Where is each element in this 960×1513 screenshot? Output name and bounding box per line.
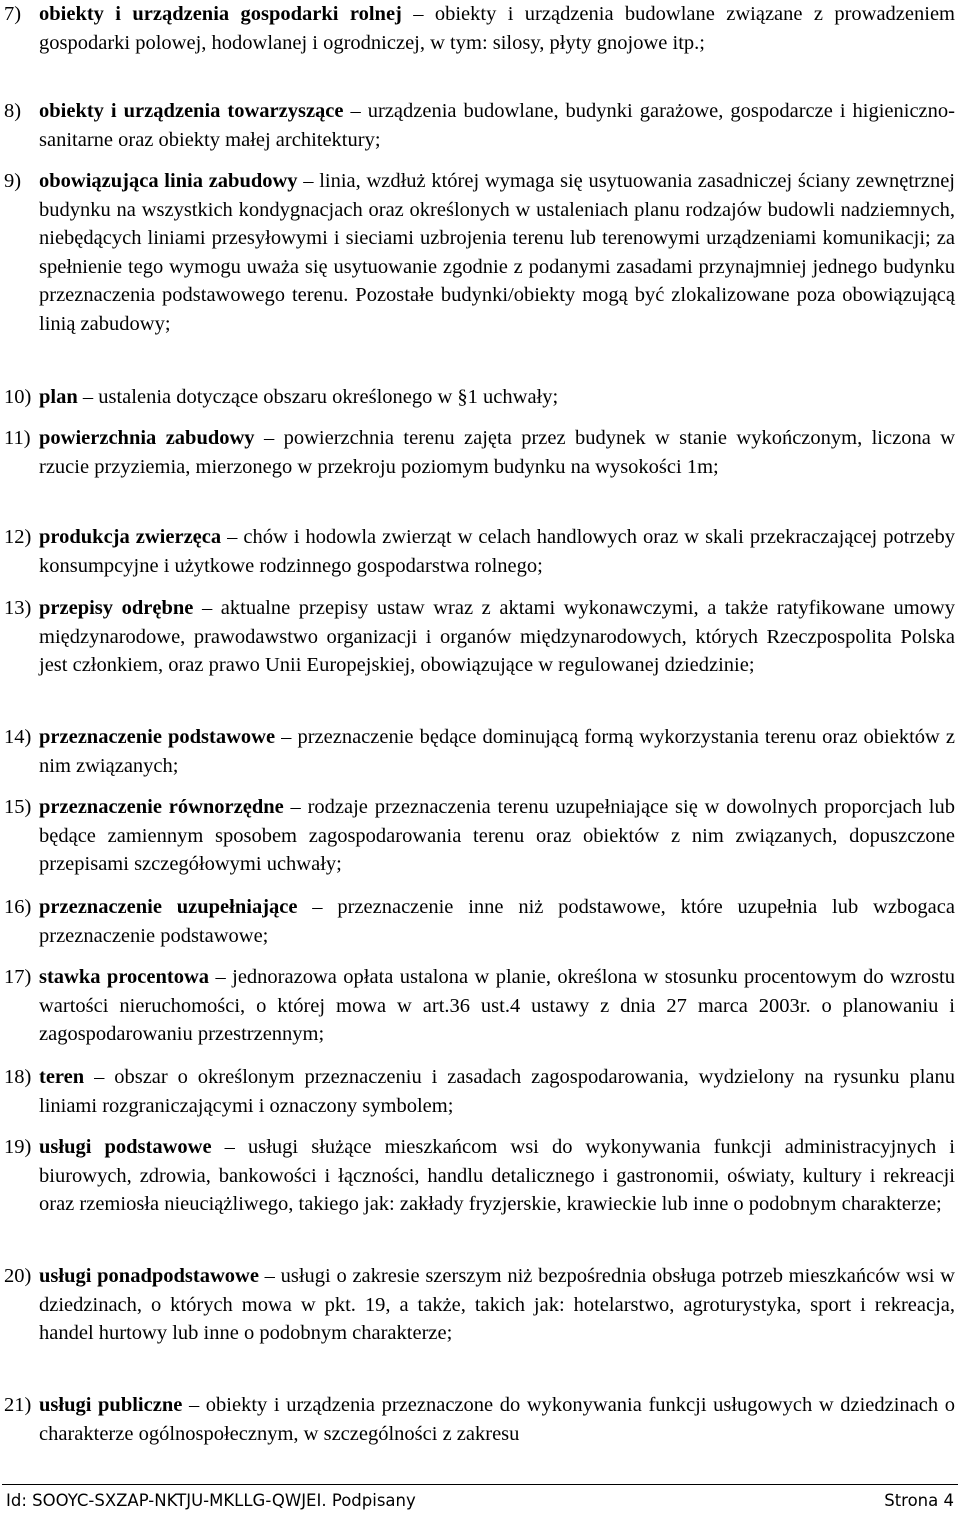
- definition-item-16: [4, 893, 955, 950]
- item-number: 15): [4, 796, 32, 818]
- definition-term: przeznaczenie równorzędne: [39, 796, 284, 818]
- definition-text: – ustalenia dotyczące obszaru określonego w §1 uchwały;: [77, 386, 559, 408]
- definition-term: obiekty i urządzenia towarzyszące: [39, 100, 344, 122]
- definition-item-14: [4, 723, 955, 780]
- definition-item-8: [4, 97, 955, 154]
- document-id: Id: SOOYC-SXZAP-NKTJU-MKLLG-QWJEI. Podpisany: [6, 1491, 416, 1510]
- definition-text: – usługi o zakresie szerszym niż bezpośrednia obsługa potrzeb mieszkańców wsi w dziedzinach, o których mowa w pkt. 19, a także, takich jak: hotelarstwo, agroturystyka, sport i rekreacja, handel hurtowy lub inne o podobnym charakterze;: [39, 1265, 955, 1344]
- definition-item-7: [4, 0, 955, 57]
- definition-term: powierzchnia zabudowy: [39, 427, 255, 449]
- definition-item-19: [4, 1133, 955, 1219]
- item-number: 20): [4, 1265, 32, 1287]
- item-number: 18): [4, 1066, 32, 1088]
- definition-text: – aktualne przepisy ustaw wraz z aktami wykonawczymi, a także ratyfikowane umowy międzynarodowe, prawodawstwo organizacji i organów międzynarodowych, których Rzeczpospolita Polska jest członkiem, oraz prawo Unii Europejskiej, obowiązujące w regulowanej dziedzinie;: [39, 597, 955, 676]
- definition-item-18: [4, 1063, 955, 1120]
- definition-term: plan: [39, 386, 78, 408]
- definition-text: – obiekty i urządzenia przeznaczone do wykonywania funkcji usługowych w dziedzinach o charakterze ogólnospołecznym, w szczególności z zakresu: [39, 1394, 955, 1445]
- item-number: 17): [4, 966, 32, 988]
- page-footer: [6, 1490, 954, 1512]
- definition-term: stawka procentowa: [39, 966, 210, 988]
- definition-term: przepisy odrębne: [39, 597, 194, 619]
- footer-divider: [2, 1484, 958, 1485]
- definition-term: obiekty i urządzenia gospodarki rolnej: [39, 3, 402, 25]
- item-number: 16): [4, 896, 32, 918]
- definition-term: przeznaczenie podstawowe: [39, 726, 276, 748]
- definition-item-17: [4, 963, 955, 1049]
- definition-text: – obiekty i urządzenia budowlane związane z prowadzeniem gospodarki polowej, hodowlanej i ogrodniczej, w tym: silosy, płyty gnojowe itp.;: [39, 3, 955, 54]
- definition-item-9: [4, 167, 955, 338]
- definition-text: – przeznaczenie będące dominującą formą wykorzystania terenu oraz obiektów z nim związanych;: [39, 726, 955, 777]
- definition-item-10: [4, 383, 955, 412]
- definition-term: teren: [39, 1066, 85, 1088]
- definition-item-15: [4, 793, 955, 879]
- definition-text: – jednorazowa opłata ustalona w planie, określona w stosunku procentowym do wzrostu wartości nieruchomości, o której mowa w art.36 ust.4 ustawy z dnia 27 marca 2003r. o planowaniu i zagospodarowaniu przestrzennym;: [39, 966, 955, 1045]
- definition-item-12: [4, 523, 955, 580]
- definition-text: – powierzchnia terenu zajęta przez budynek w stanie wykończonym, liczona w rzucie przyziemia, mierzonego w przekroju poziomym budynku na wysokości 1m;: [39, 427, 955, 478]
- definition-item-20: [4, 1262, 955, 1348]
- item-number: 13): [4, 597, 32, 619]
- item-number: 10): [4, 386, 32, 408]
- item-number: 11): [4, 427, 31, 449]
- definition-text: – przeznaczenie inne niż podstawowe, które uzupełnia lub wzbogaca przeznaczenie podstawowe;: [39, 896, 955, 947]
- definition-term: przeznaczenie uzupełniające: [39, 896, 298, 918]
- definition-text: – rodzaje przeznaczenia terenu uzupełniające się w dowolnych proporcjach lub będące zamiennym sposobem zagospodarowania terenu oraz obiektów z nim związanych, dopuszczone przepisami szczegółowymi uchwały;: [39, 796, 955, 875]
- definition-item-21: [4, 1391, 955, 1448]
- definition-item-13: [4, 594, 955, 680]
- item-number: 8): [4, 100, 22, 122]
- item-number: 21): [4, 1394, 32, 1416]
- definition-term: usługi podstawowe: [39, 1136, 212, 1158]
- item-number: 19): [4, 1136, 32, 1158]
- definition-term: obowiązująca linia zabudowy: [39, 170, 298, 192]
- definition-text: – chów i hodowla zwierząt w celach handlowych oraz w skali przekraczającej potrzeby konsumpcyjne i użytkowe rodzinnego gospodarstwa rolnego;: [39, 526, 955, 577]
- definition-text: – usługi służące mieszkańcom wsi do wykonywania funkcji administracyjnych i biurowych, zdrowia, bankowości i łączności, handlu detalicznego i gastronomii, oświaty, kultury i rekreacji oraz rzemiosła nieuciążliwego, takiego jak: zakłady fryzjerskie, krawieckie lub inne o podobnym charakterze;: [39, 1136, 955, 1215]
- item-number: 14): [4, 726, 32, 748]
- definition-term: produkcja zwierzęca: [39, 526, 222, 548]
- definition-text: – linia, wzdłuż której wymaga się usytuowania zasadniczej ściany zewnętrznej budynku na wszystkich kondygnacjach oraz określonych w ustaleniach planu rodzajów budowli nadziemnych, niebędących liniami przesyłowymi i sieciami uzbrojenia terenu lub terenowymi urządzeniami komunikacji; za spełnienie tego wymogu uważa się usytuowanie zgodnie z podanymi zasadami przynajmniej jednego budynku przeznaczenia podstawowego terenu. Pozostałe budynki/obiekty mogą być zlokalizowane poza obowiązującą linią zabudowy;: [39, 170, 955, 335]
- definition-text: – obszar o określonym przeznaczeniu i zasadach zagospodarowania, wydzielony na rysunku planu liniami rozgraniczającymi i oznaczony symbolem;: [39, 1066, 955, 1117]
- definition-text: – urządzenia budowlane, budynki garażowe, gospodarcze i higieniczno-sanitarne oraz obiekty małej architektury;: [39, 100, 955, 151]
- definition-term: usługi ponadpodstawowe: [39, 1265, 259, 1287]
- page-number: Strona 4: [884, 1491, 954, 1510]
- item-number: 7): [4, 3, 22, 25]
- definition-term: usługi publiczne: [39, 1394, 183, 1416]
- item-number: 12): [4, 526, 32, 548]
- definition-item-11: [4, 424, 955, 481]
- item-number: 9): [4, 170, 22, 192]
